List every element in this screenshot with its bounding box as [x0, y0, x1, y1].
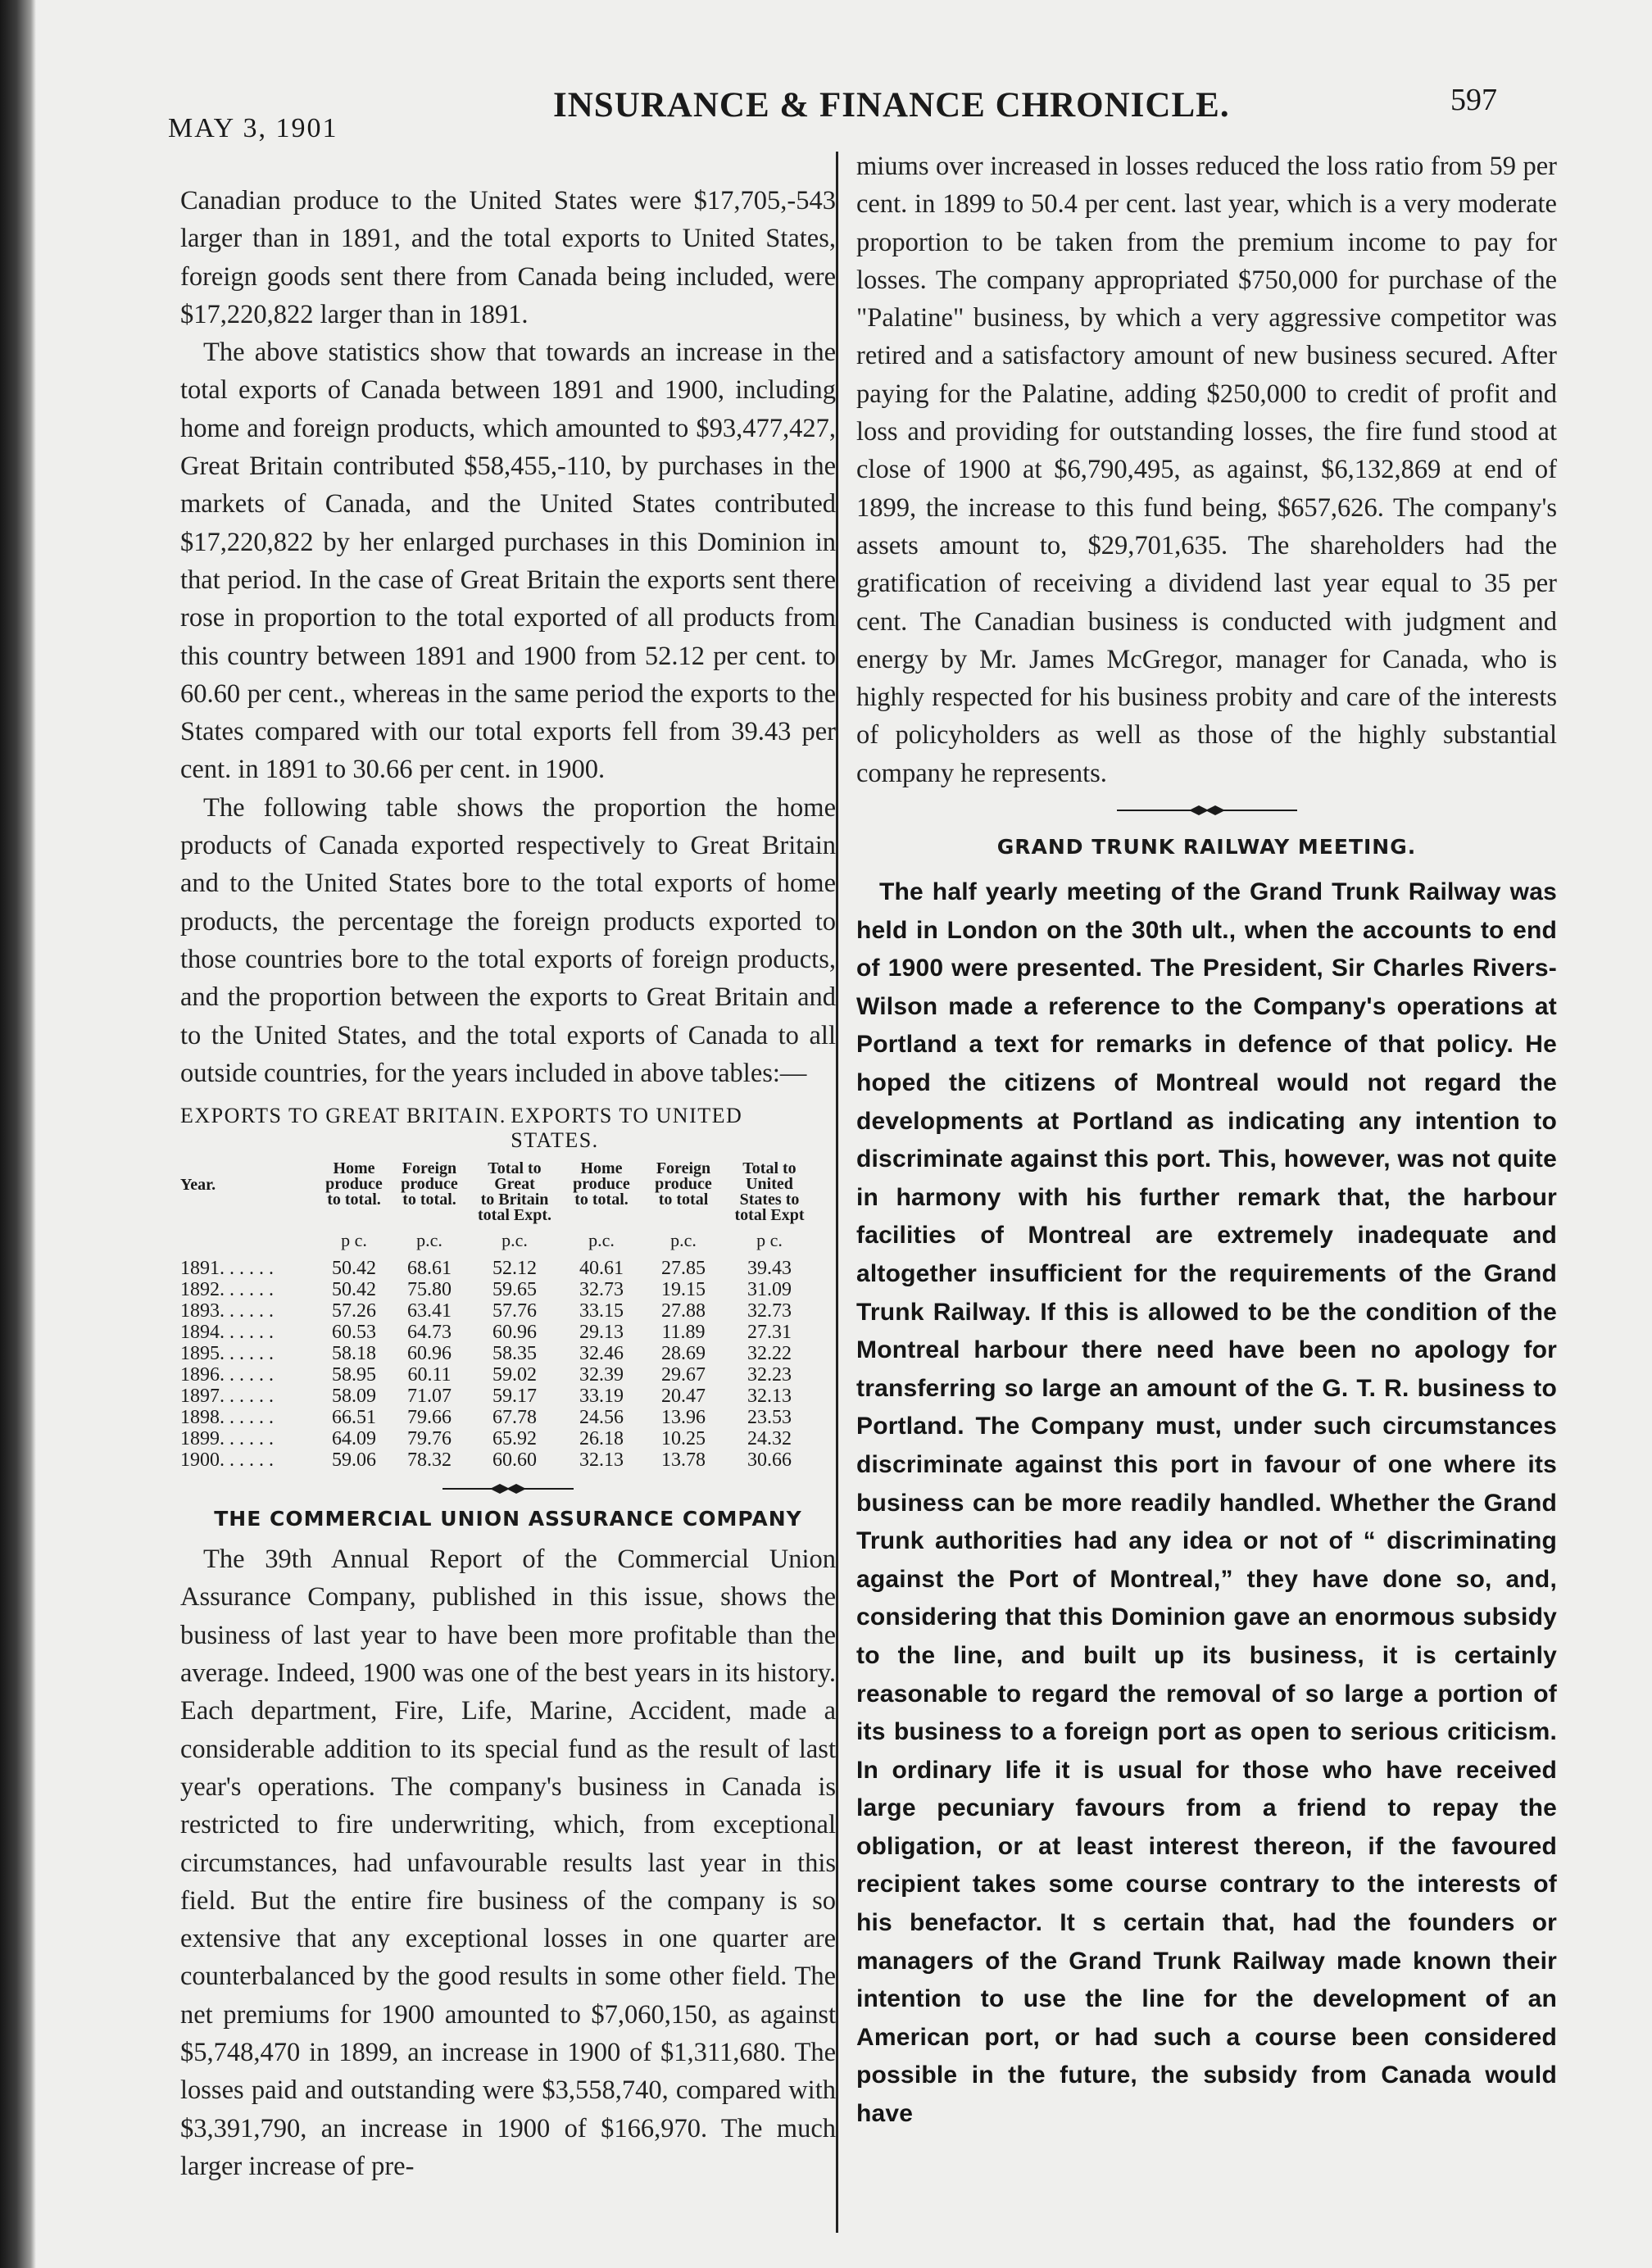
exports-table [180, 1104, 836, 1471]
value-cell: 27.85 [661, 1258, 706, 1280]
table-row [180, 1386, 836, 1407]
table-group-headings [180, 1104, 836, 1153]
value-cell: 59.06 [332, 1449, 376, 1472]
year-cell: 1892. . . . . . [180, 1279, 274, 1301]
unit-cell: p c. [341, 1230, 367, 1251]
value-cell: 40.61 [579, 1258, 624, 1280]
value-cell: 24.56 [579, 1407, 624, 1429]
value-cell: 79.66 [407, 1407, 452, 1429]
value-cell: 31.09 [747, 1279, 792, 1301]
page-number: 597 [1450, 83, 1497, 117]
value-cell: 66.51 [332, 1407, 376, 1429]
value-cell: 29.13 [579, 1322, 624, 1344]
value-cell: 32.46 [579, 1343, 624, 1365]
value-cell: 19.15 [661, 1279, 706, 1301]
value-cell: 60.53 [332, 1322, 376, 1344]
value-cell: 29.67 [661, 1364, 706, 1386]
year-cell: 1900. . . . . . [180, 1449, 274, 1472]
ornamental-rule-icon [442, 1482, 574, 1495]
value-cell: 32.22 [747, 1343, 792, 1365]
table-row [180, 1258, 836, 1279]
value-cell: 32.73 [747, 1300, 792, 1322]
value-cell: 63.41 [407, 1300, 452, 1322]
paragraph: The following table shows the proportion the home products of Canada exported respectively to Great Britain and to the United States bore to the total exports of home products, the percentage the foreign products exported to those countries bore to the total exports of foreign products, and the proportion between the exports to Great Britain and to the United States, and the total exports of Canada to all outside countries, for the years included in above tables:— [180, 792, 836, 1088]
header-cell: Foreign produce to total [655, 1159, 712, 1209]
unit-cell: p.c. [416, 1230, 442, 1251]
header-cell: Home produce to total. [573, 1159, 630, 1209]
table-row [180, 1322, 836, 1343]
value-cell: 58.18 [332, 1343, 376, 1365]
value-cell: 13.96 [661, 1407, 706, 1429]
value-cell: 32.13 [747, 1386, 792, 1408]
value-cell: 13.78 [661, 1449, 706, 1472]
value-cell: 39.43 [747, 1258, 792, 1280]
value-cell: 52.12 [492, 1258, 537, 1280]
header-cell: Home produce to total. [325, 1159, 383, 1209]
value-cell: 10.25 [661, 1428, 706, 1450]
table-body [180, 1258, 836, 1471]
value-cell: 24.32 [747, 1428, 792, 1450]
header-cell: Total to Great to Britain total Expt. [478, 1159, 551, 1225]
value-cell: 11.89 [661, 1322, 706, 1344]
year-cell: 1898. . . . . . [180, 1407, 274, 1429]
value-cell: 60.96 [492, 1322, 537, 1344]
right-column [856, 147, 1557, 2134]
table-row [180, 1343, 836, 1364]
value-cell: 33.15 [579, 1300, 624, 1322]
value-cell: 33.19 [579, 1386, 624, 1408]
value-cell: 78.32 [407, 1449, 452, 1472]
value-cell: 27.88 [661, 1300, 706, 1322]
year-cell: 1895. . . . . . [180, 1343, 274, 1365]
table-row [180, 1300, 836, 1322]
value-cell: 50.42 [332, 1279, 376, 1301]
ornamental-rule-icon [1117, 804, 1297, 817]
paragraph: Canadian produce to the United States were $17,705,-543 larger than in 1891, and the total exports to United States, foreign goods sent there from Canada being included, were $17,220,822 larger than in 1891. [180, 186, 836, 329]
commercial-union-paragraph: The 39th Annual Report of the Commercial Union Assurance Company, published in this issue, shows the business of last year to have been more profitable than the average. Indeed, 1900 was one of the best years in its history. Each department, Fire, Life, Marine, Accident, made a considerable addition to its special fund as the result of last year's operations. The company's business in Canada is restricted to fire underwriting, which, from exceptional circumstances, had unfavourable results last year in this field. But the entire fire business of the company is so extensive that any exceptional losses in one quarter are counterbalanced by the good results in some other field. The net premiums for 1900 amounted to $7,060,150, as against $5,748,470 in 1899, an increase in 1900 of $1,311,680. The losses paid and outstanding were $3,558,740, compared with $3,391,790, an increase in 1900 of $166,970. The much larger increase of pre- [180, 1545, 836, 2181]
year-cell: 1899. . . . . . [180, 1428, 274, 1450]
unit-cell: p.c. [670, 1230, 697, 1251]
page-binding-shadow [0, 0, 36, 2268]
value-cell: 59.02 [492, 1364, 537, 1386]
value-cell: 60.11 [407, 1364, 452, 1386]
unit-cell: p.c. [502, 1230, 528, 1251]
issue-date: MAY 3, 1901 [168, 113, 338, 143]
value-cell: 30.66 [747, 1449, 792, 1472]
value-cell: 65.92 [492, 1428, 537, 1450]
year-cell: 1896. . . . . . [180, 1364, 274, 1386]
unit-cell: p c. [756, 1230, 783, 1251]
value-cell: 75.80 [407, 1279, 452, 1301]
table-row [180, 1279, 836, 1300]
grand-trunk-paragraph: The half yearly meeting of the Grand Trunk Railway was held in London on the 30th ult., when the accounts to end of 1900 were presented. The President, Sir Charles Rivers-Wilson made a reference to the Company's operations at Portland a text for remarks in defence of that policy. He hoped the citizens of Montreal would not regard the developments at Portland as indicating any intention to discriminate against this port. This, however, was not quite in harmony with his further remark that, the harbour facilities of Montreal are extremely inadequate and altogether insufficient for the requirements of the Grand Trunk Railway. If this is allowed to be the condition of the Montreal harbour there need have been no apology for transferring so large an amount of the G. T. R. business to Portland. The Company must, under such circumstances discriminate against this port in favour of one where its business can be more readily handled. Whether the Grand Trunk authorities had any idea or not of “ discriminating against the Port of Montreal,” they have done so, and, considering that this Dominion gave an enormous subsidy to the line, and built up its business, it is certainly reasonable to regard the removal of so large a portion of its business to a foreign port as open to serious criticism. In ordinary life it is usual for those who have received large pecuniary favours from a friend to repay the obligation, or at least interest thereon, if the favoured recipient takes some course contrary to the interests of his benefactor. It s certain that, had the founders or managers of the Grand Trunk Railway made known their intention to use the line for the development of an American port, or had such a course been considered possible in the future, the subsidy from Canada would have [856, 878, 1557, 2128]
value-cell: 32.13 [579, 1449, 624, 1472]
value-cell: 58.95 [332, 1364, 376, 1386]
value-cell: 71.07 [407, 1386, 452, 1408]
value-cell: 58.09 [332, 1386, 376, 1408]
value-cell: 57.76 [492, 1300, 537, 1322]
year-cell: 1891. . . . . . [180, 1258, 274, 1280]
unit-cell [180, 1230, 318, 1251]
year-cell: 1894. . . . . . [180, 1322, 274, 1344]
value-cell: 27.31 [747, 1322, 792, 1344]
value-cell: 67.78 [492, 1407, 537, 1429]
page-header [168, 82, 1512, 143]
header-cell: Foreign produce to total. [401, 1159, 458, 1209]
header-cell: Total to United States to total Expt [734, 1159, 805, 1225]
table-row [180, 1364, 836, 1386]
value-cell: 58.35 [492, 1343, 537, 1365]
value-cell: 50.42 [332, 1258, 376, 1280]
value-cell: 79.76 [407, 1428, 452, 1450]
publication-title: INSURANCE & FINANCE CHRONICLE. [553, 86, 1230, 125]
grand-trunk-heading: GRAND TRUNK RAILWAY MEETING. [996, 835, 1417, 860]
table-units-row [180, 1230, 836, 1251]
value-cell: 23.53 [747, 1407, 792, 1429]
commercial-union-heading: THE COMMERCIAL UNION ASSURANCE COMPANY [214, 1507, 802, 1531]
value-cell: 20.47 [661, 1386, 706, 1408]
value-cell: 60.60 [492, 1449, 537, 1472]
value-cell: 60.96 [407, 1343, 452, 1365]
continued-paragraph: miums over increased in losses reduced the loss ratio from 59 per cent. in 1899 to 50.4 per cent. last year, which is a very moderate proportion to be taken from the premium income to pay for losses. The company appropriated $750,000 for purchase of the "Palatine" business, by which a very aggressive competitor was retired and a satisfactory amount of new business secured. After paying for the Palatine, adding $250,000 to credit of profit and loss and providing for outstanding losses, the fire fund stood at close of 1900 at $6,790,495, as against, $6,132,869 at end of 1899, the increase to this fund being, $657,626. The company's assets amount to, $29,701,635. The shareholders had the gratification of receiving a dividend last year equal to 35 per cent. The Canadian business is conducted with judgment and energy by Mr. James McGregor, manager for Canada, who is highly respected for his business probity and care of the interests of policyholders as well as those of the highly substantial company he represents. [856, 152, 1557, 788]
value-cell: 57.26 [332, 1300, 376, 1322]
value-cell: 59.17 [492, 1386, 537, 1408]
group-heading-united-states: EXPORTS TO UNITED STATES. [511, 1104, 743, 1153]
table-row [180, 1407, 836, 1428]
value-cell: 64.09 [332, 1428, 376, 1450]
paragraph: The above statistics show that towards an increase in the total exports of Canada between 1891 and 1900, including home and foreign products, which amounted to $93,477,427, Great Britain contributed $58,455,-110, by purchases in the markets of Canada, and the United States contributed $17,220,822 by her enlarged purchases in this Dominion in that period. In the case of Great Britain the exports sent there rose in proportion to the total exported of all products from this country between 1891 and 1900 from 52.12 per cent. to 60.60 per cent., whereas in the same period the exports to the States compared with our total exports fell from 39.43 per cent. in 1891 to 30.66 per cent. in 1900. [180, 338, 836, 785]
value-cell: 68.61 [407, 1258, 452, 1280]
left-column [180, 182, 836, 2185]
value-cell: 64.73 [407, 1322, 452, 1344]
table-row [180, 1449, 836, 1471]
value-cell: 32.73 [579, 1279, 624, 1301]
year-cell: 1897. . . . . . [180, 1386, 274, 1408]
value-cell: 32.23 [747, 1364, 792, 1386]
group-heading-great-britain: EXPORTS TO GREAT BRITAIN. [180, 1104, 506, 1128]
value-cell: 28.69 [661, 1343, 706, 1365]
table-header-row [180, 1161, 836, 1223]
value-cell: 26.18 [579, 1428, 624, 1450]
value-cell: 32.39 [579, 1364, 624, 1386]
grand-trunk-article [856, 873, 1557, 2134]
header-cell: Year. [180, 1176, 216, 1195]
value-cell: 59.65 [492, 1279, 537, 1301]
table-row [180, 1428, 836, 1449]
unit-cell: p.c. [588, 1230, 615, 1251]
column-divider [836, 152, 838, 2233]
year-cell: 1893. . . . . . [180, 1300, 274, 1322]
